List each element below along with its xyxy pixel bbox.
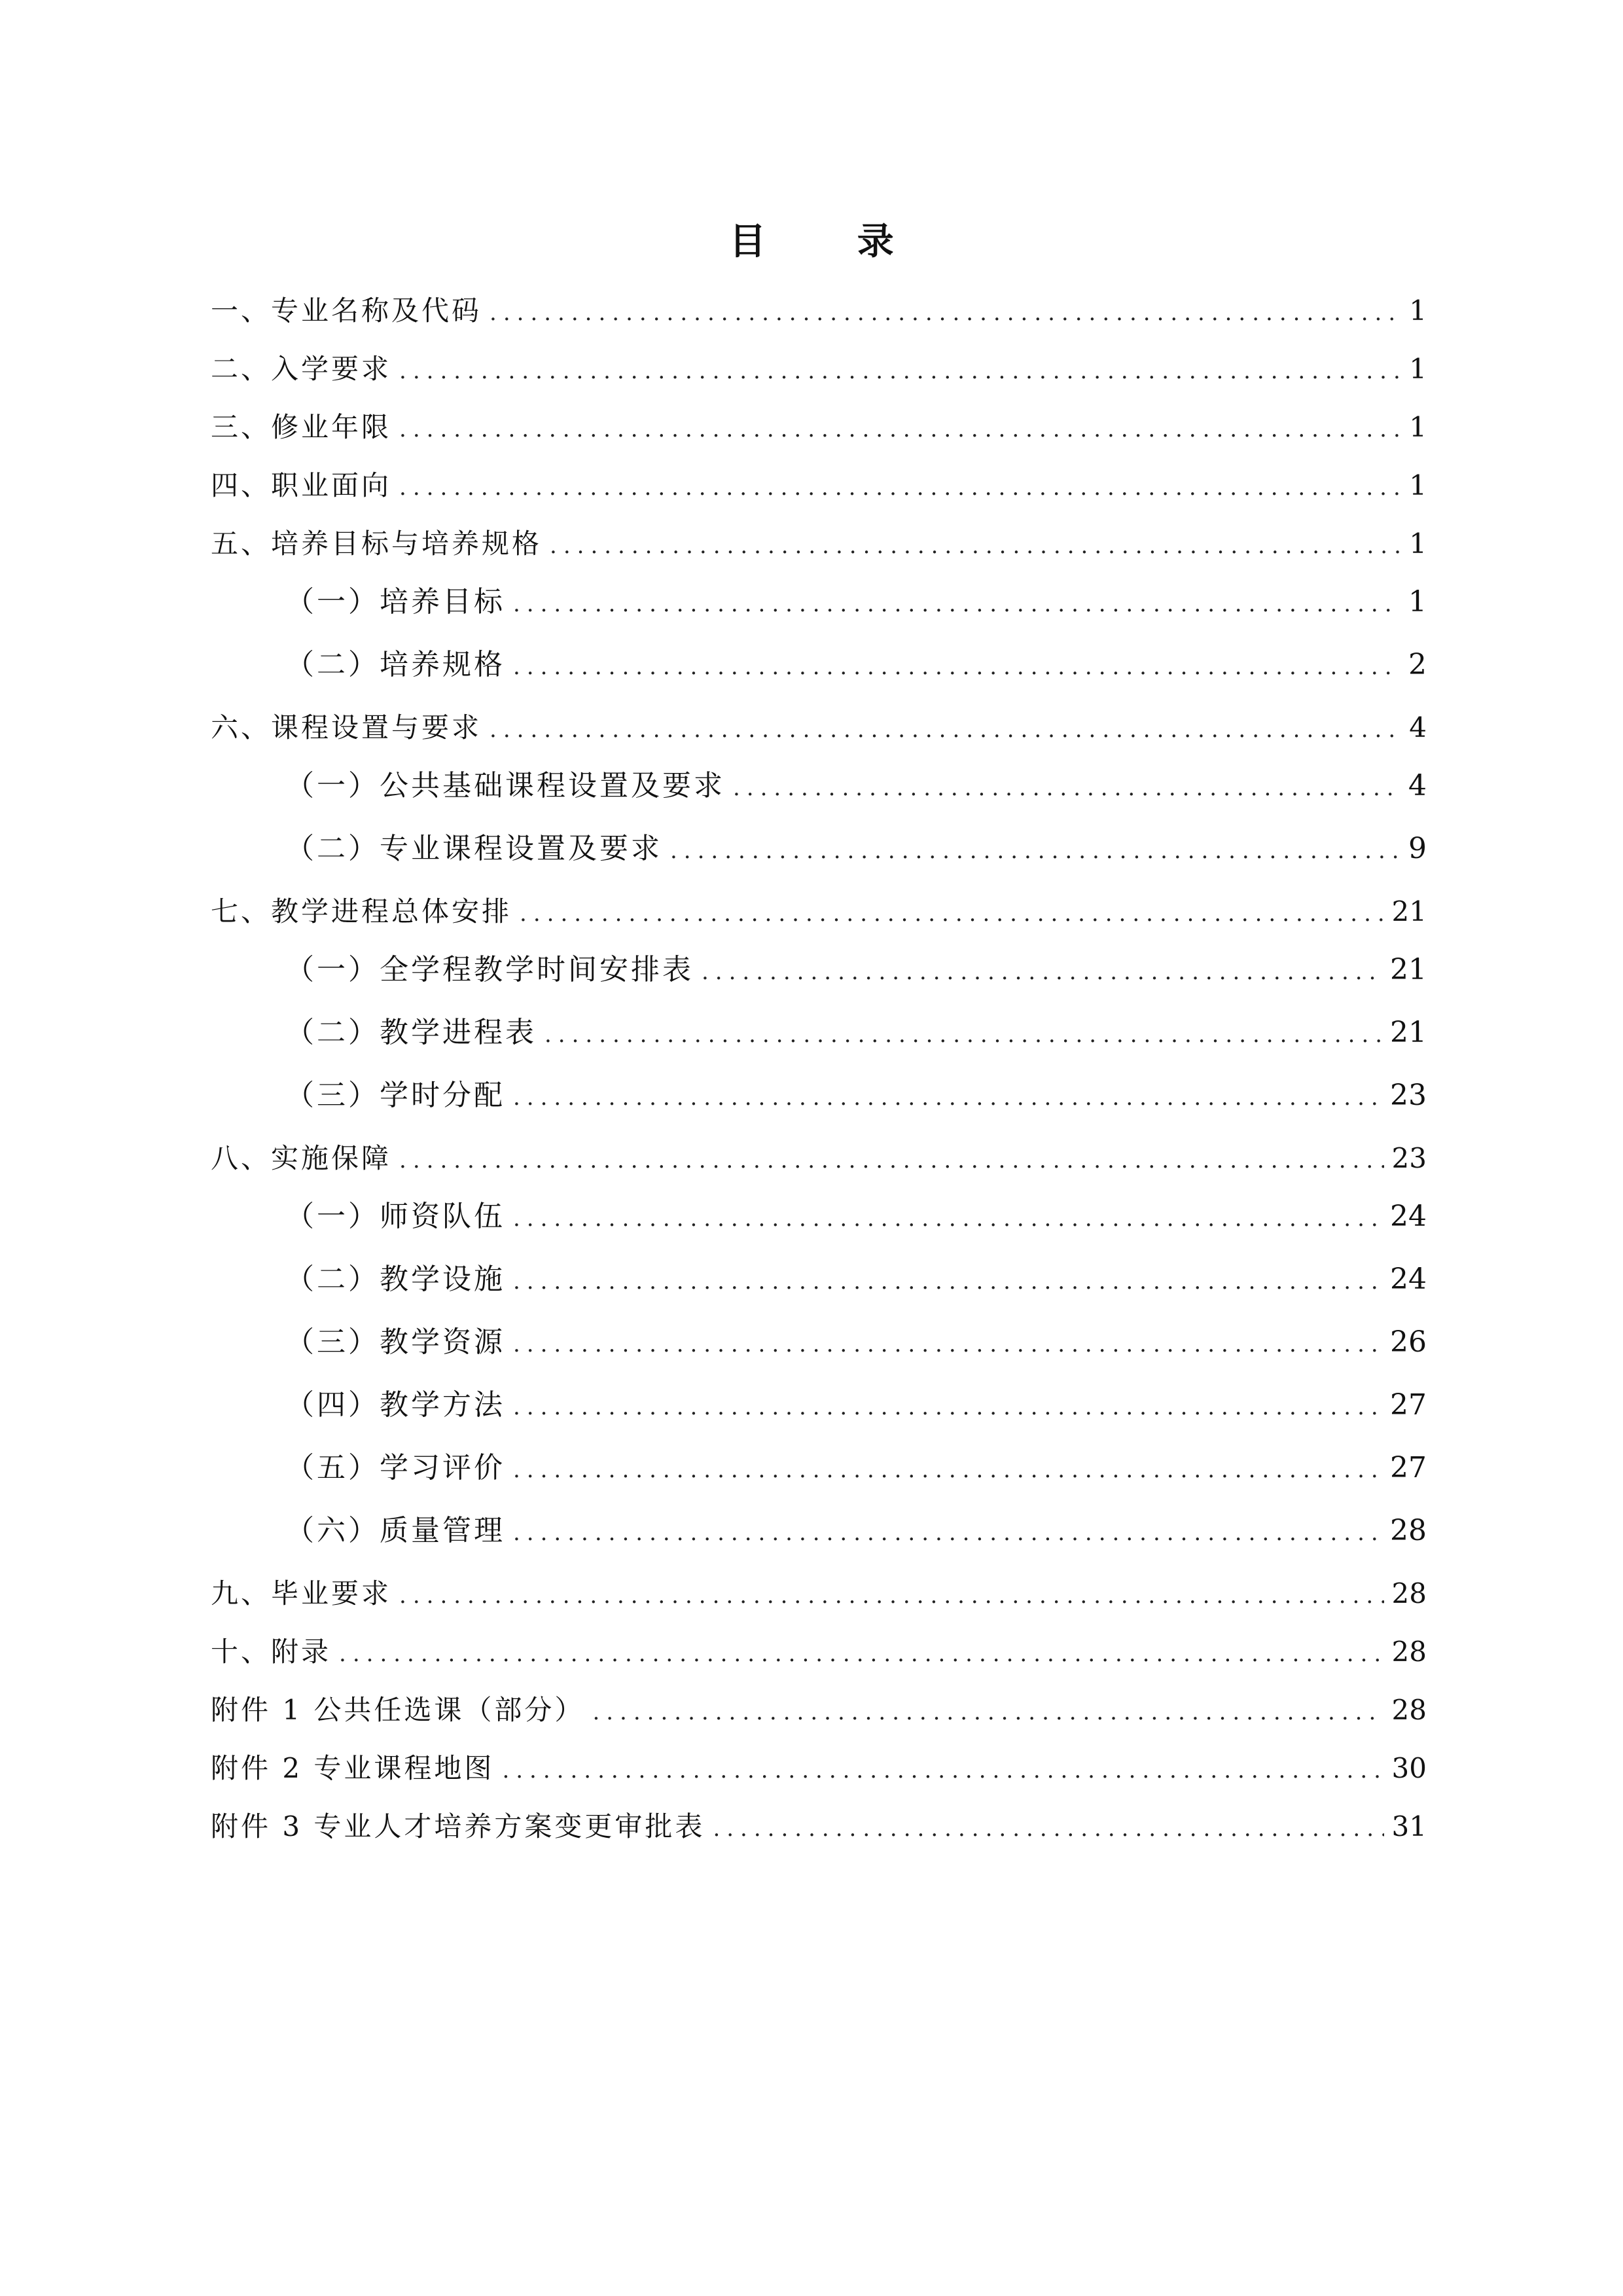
toc-leader-dots bbox=[513, 584, 1399, 624]
toc-entry-label: 十、附录 bbox=[211, 1636, 332, 1668]
toc-leader-dots bbox=[490, 710, 1399, 749]
toc-entry-label: 二、入学要求 bbox=[211, 353, 392, 385]
toc-entry-label: 附件 2 专业课程地图 bbox=[211, 1752, 495, 1784]
toc-entry-page: 1 bbox=[1409, 469, 1427, 501]
toc-entry-page: 23 bbox=[1390, 1079, 1427, 1112]
toc-entry-label: （一）全学程教学时间安排表 bbox=[285, 953, 694, 986]
toc-leader-dots bbox=[713, 1809, 1383, 1848]
toc-leader-dots bbox=[520, 894, 1384, 933]
toc-entry-page: 23 bbox=[1391, 1142, 1427, 1174]
toc-entry-label: （二）教学进程表 bbox=[285, 1016, 537, 1049]
toc-entry-label: 六、课程设置与要求 bbox=[211, 711, 482, 744]
toc-entry-label: （一）公共基础课程设置及要求 bbox=[285, 769, 725, 802]
toc-entry-page: 27 bbox=[1390, 1388, 1427, 1422]
toc-leader-dots bbox=[490, 293, 1399, 332]
toc-list bbox=[211, 291, 1427, 1865]
toc-entry-page: 27 bbox=[1390, 1451, 1427, 1484]
toc-subentry[interactable] bbox=[211, 829, 1427, 892]
toc-title: 目 录 bbox=[729, 221, 933, 263]
toc-entry-label: （三）学时分配 bbox=[285, 1079, 505, 1112]
toc-entry-label: 九、毕业要求 bbox=[211, 1577, 392, 1609]
toc-entry-page: 1 bbox=[1409, 411, 1427, 443]
toc-entry-label: 附件 1 公共任选课（部分） bbox=[211, 1694, 585, 1726]
toc-leader-dots bbox=[513, 1078, 1382, 1117]
toc-entry-label: （三）教学资源 bbox=[285, 1325, 505, 1359]
toc-leader-dots bbox=[733, 768, 1399, 808]
toc-entry-label: 三、修业年限 bbox=[211, 411, 392, 443]
toc-leader-dots bbox=[544, 1015, 1382, 1054]
toc-subentry[interactable] bbox=[211, 1260, 1427, 1323]
toc-leader-dots bbox=[592, 1693, 1383, 1732]
toc-subentry[interactable] bbox=[211, 1386, 1427, 1448]
toc-entry[interactable] bbox=[211, 466, 1427, 524]
toc-subentry[interactable] bbox=[211, 1448, 1427, 1511]
toc-leader-dots bbox=[513, 1262, 1382, 1301]
toc-entry-page: 2 bbox=[1408, 648, 1427, 681]
toc-entry-page: 1 bbox=[1409, 353, 1427, 385]
toc-leader-dots bbox=[502, 1751, 1383, 1790]
toc-leader-dots bbox=[702, 952, 1382, 992]
toc-entry-page: 1 bbox=[1408, 585, 1427, 619]
toc-entry-label: （二）专业课程设置及要求 bbox=[285, 832, 662, 865]
toc-entry-page: 4 bbox=[1408, 769, 1427, 802]
toc-entry-page: 31 bbox=[1391, 1810, 1427, 1842]
toc-leader-dots bbox=[513, 1388, 1382, 1427]
toc-entry[interactable] bbox=[211, 1749, 1427, 1807]
toc-leader-dots bbox=[399, 1141, 1384, 1180]
toc-entry-page: 24 bbox=[1390, 1200, 1427, 1233]
toc-entry-label: （六）质量管理 bbox=[285, 1514, 505, 1547]
toc-entry-label: （四）教学方法 bbox=[285, 1388, 505, 1422]
toc-entry-label: （一）培养目标 bbox=[285, 585, 505, 619]
toc-entry-page: 4 bbox=[1409, 711, 1427, 744]
toc-entry-page: 21 bbox=[1390, 953, 1427, 986]
toc-entry[interactable] bbox=[211, 350, 1427, 408]
toc-entry[interactable] bbox=[211, 1807, 1427, 1865]
toc-leader-dots bbox=[399, 410, 1399, 449]
toc-entry-page: 30 bbox=[1391, 1752, 1427, 1784]
toc-entry-page: 1 bbox=[1409, 295, 1427, 327]
toc-entry[interactable] bbox=[211, 1632, 1427, 1691]
toc-entry[interactable] bbox=[211, 291, 1427, 350]
toc-subentry[interactable] bbox=[211, 950, 1427, 1013]
toc-entry-label: 一、专业名称及代码 bbox=[211, 295, 482, 327]
toc-entry-page: 1 bbox=[1409, 528, 1427, 560]
toc-subentry[interactable] bbox=[211, 1197, 1427, 1260]
toc-subentry[interactable] bbox=[211, 1511, 1427, 1574]
toc-entry[interactable] bbox=[211, 524, 1427, 583]
toc-subentry[interactable] bbox=[211, 1076, 1427, 1139]
toc-leader-dots bbox=[399, 468, 1399, 507]
toc-subentry[interactable] bbox=[211, 645, 1427, 708]
toc-leader-dots bbox=[513, 647, 1399, 687]
toc-subentry[interactable] bbox=[211, 1013, 1427, 1076]
toc-entry-page: 26 bbox=[1390, 1325, 1427, 1359]
toc-entry[interactable] bbox=[211, 1139, 1427, 1197]
toc-entry-label: （五）学习评价 bbox=[285, 1451, 505, 1484]
toc-entry-label: 四、职业面向 bbox=[211, 469, 392, 501]
toc-leader-dots bbox=[513, 1199, 1382, 1238]
toc-entry[interactable] bbox=[211, 408, 1427, 466]
toc-entry[interactable] bbox=[211, 892, 1427, 950]
toc-entry-page: 21 bbox=[1390, 1016, 1427, 1049]
toc-entry-label: 附件 3 专业人才培养方案变更审批表 bbox=[211, 1810, 705, 1842]
toc-entry-page: 28 bbox=[1390, 1514, 1427, 1547]
toc-leader-dots bbox=[399, 351, 1399, 391]
toc-entry-page: 24 bbox=[1390, 1263, 1427, 1296]
toc-entry-label: 七、教学进程总体安排 bbox=[211, 895, 512, 927]
toc-entry-page: 28 bbox=[1391, 1636, 1427, 1668]
toc-leader-dots bbox=[513, 1513, 1382, 1552]
toc-entry[interactable] bbox=[211, 1574, 1427, 1632]
toc-subentry[interactable] bbox=[211, 766, 1427, 829]
toc-subentry[interactable] bbox=[211, 583, 1427, 645]
toc-entry-label: 五、培养目标与培养规格 bbox=[211, 528, 543, 560]
toc-leader-dots bbox=[513, 1450, 1382, 1490]
toc-leader-dots bbox=[513, 1325, 1382, 1364]
toc-entry[interactable] bbox=[211, 1691, 1427, 1749]
toc-entry-label: （二）培养规格 bbox=[285, 648, 505, 681]
toc-leader-dots bbox=[399, 1576, 1384, 1615]
toc-entry-label: 八、实施保障 bbox=[211, 1142, 392, 1174]
toc-entry[interactable] bbox=[211, 708, 1427, 766]
toc-entry-label: （一）师资队伍 bbox=[285, 1200, 505, 1233]
toc-entry-label: （二）教学设施 bbox=[285, 1263, 505, 1296]
toc-leader-dots bbox=[550, 526, 1399, 565]
toc-entry-page: 21 bbox=[1391, 895, 1427, 927]
toc-entry-page: 9 bbox=[1408, 832, 1427, 865]
toc-leader-dots bbox=[670, 831, 1399, 870]
toc-subentry[interactable] bbox=[211, 1323, 1427, 1386]
toc-leader-dots bbox=[339, 1634, 1384, 1674]
toc-entry-page: 28 bbox=[1391, 1577, 1427, 1609]
toc-entry-page: 28 bbox=[1391, 1694, 1427, 1726]
